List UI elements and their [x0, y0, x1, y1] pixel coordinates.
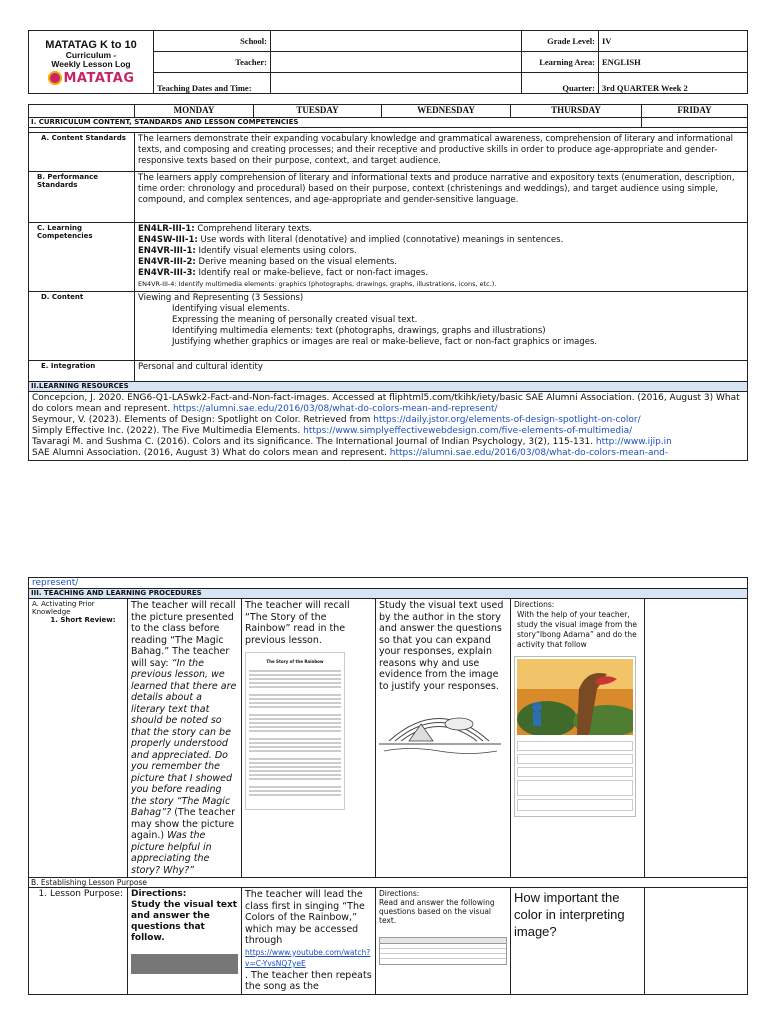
- youtube-link[interactable]: https://www.youtube.com/watch?v=C-YvsNQ7yeE: [245, 947, 371, 968]
- resource-item: Tavaragi M. and Sushma C. (2016). Colors and its significance. The International Journal of Indian Psychology, 3(2), 115-131. http://www.ijip.in: [32, 437, 672, 447]
- content-label: D. Content: [29, 292, 135, 361]
- activating-label: A. Activating Prior Knowledge: [32, 600, 95, 616]
- section-heading-1: I. CURRICULUM CONTENT, STANDARDS AND LESSON COMPETENCIES: [29, 118, 642, 128]
- wednesday-review: Study the visual text used by the author in the story and answer the questions so that you can expand your responses, explain reasons why and use evidence from the image to justify your responses.: [376, 599, 511, 878]
- quarter-value: 3rd QUARTER Week 2: [599, 73, 748, 94]
- area-label: Learning Area:: [522, 52, 599, 73]
- brand-subtitle-2: Weekly Lesson Log: [51, 58, 131, 69]
- brand-cell: [29, 31, 154, 94]
- friday-review: [645, 599, 748, 878]
- competency-item-small: EN4VR-III-4: Identify multimedia elements: graphics (photographs, drawings, graphs, illustrations, icons, etc.).: [138, 280, 497, 288]
- dates-label: Teaching Dates and Time:: [154, 73, 271, 94]
- brand-title: MATATAG K to 10: [45, 38, 137, 51]
- integration-text: Personal and cultural identity: [135, 361, 748, 382]
- activating-label-cell: [29, 599, 128, 878]
- school-label: School:: [154, 31, 271, 52]
- header-table: [28, 30, 748, 94]
- tuesday-purpose: The teacher will lead the class first in singing “The Colors of the Rainbow,” which may be accessed through https://www.youtube.com/watch?v=C-YvsNQ7yeE . The teacher then repeats the song as the: [242, 888, 376, 995]
- section-heading-3: III. TEACHING AND LEARNING PROCEDURES: [29, 589, 748, 599]
- resource-link[interactable]: https://daily.jstor.org/elements-of-design-spotlight-on-color/: [373, 415, 641, 425]
- friday-purpose: [645, 888, 748, 995]
- grade-value: IV: [599, 31, 748, 52]
- day-header-row: [29, 105, 748, 118]
- resource-link[interactable]: https://www.simplyeffectivewebdesign.com/five-elements-of-multimedia/: [303, 426, 633, 436]
- tuesday-review: The teacher will recall “The Story of the Rainbow” read in the previous lesson. The Story of the Rainbow: [242, 599, 376, 878]
- day-tuesday: TUESDAY: [254, 105, 382, 118]
- brand-subtitle-1: Curriculum -: [65, 49, 117, 60]
- visual-text-image: [131, 954, 238, 974]
- day-thursday: THURSDAY: [511, 105, 642, 118]
- monday-purpose: Directions: Study the visual text and answer the questions that follow.: [128, 888, 242, 995]
- competencies-list: [135, 223, 748, 292]
- content-standards-text: The learners demonstrate their expanding vocabulary knowledge and grammatical awareness, comprehension of literary and informational texts, and composing and creating processes; and their receptive and productive skills in order to produce age-appropriate and gender-responsive texts based on their purpose, context, and target audience.: [135, 133, 748, 172]
- day-monday: MONDAY: [135, 105, 254, 118]
- resource-item: SAE Alumni Association. (2016, August 3) What do colors mean and represent. https://alumni.sae.edu/2016/03/08/what-do-colors-mean-and-: [32, 448, 669, 458]
- rainbow-sketch-image: [379, 696, 501, 756]
- competencies-label: C. Learning Competencies: [29, 223, 135, 292]
- grade-label: Grade Level:: [522, 31, 599, 52]
- competency-item: EN4VR-III-2: Derive meaning based on the visual elements.: [138, 257, 398, 267]
- thursday-purpose: How important the color in interpreting image?: [511, 888, 645, 995]
- school-value[interactable]: [271, 31, 522, 52]
- lesson-purpose-label: 1. Lesson Purpose:: [29, 888, 128, 995]
- resource-link[interactable]: http://www.ijip.in: [595, 437, 672, 447]
- thursday-review: Directions: With the help of your teacher, study the visual image from the story“Ibong Adarna” and do the activity that follow: [511, 599, 645, 878]
- content-standards-label: A. Content Standards: [29, 133, 135, 172]
- questions-table-image: [379, 937, 507, 965]
- section-heading-2: II.LEARNING RESOURCES: [29, 382, 748, 392]
- teacher-value[interactable]: [271, 52, 522, 73]
- resource-item: Concepcion, J. 2020. ENG6-Q1-LASwk2-Fact-and-Non-fact-images. Accessed at fliphtml5.com/tkihk/iety/basic SAE Alumni Association. (2016, August 3) What do colors mean and represent. https://alumni.sae.edu/2016/03/08/what-do-colors-mean-and-represent/: [32, 393, 740, 414]
- area-value: ENGLISH: [599, 52, 748, 73]
- competency-item: EN4VR-III-1: Identify visual elements using colors.: [138, 246, 357, 256]
- story-page-thumbnail: The Story of the Rainbow: [245, 652, 345, 810]
- resource-item: Seymour, V. (2023). Elements of Design: Spotlight on Color. Retrieved from https://daily.jstor.org/elements-of-design-spotlight-on-color/: [32, 415, 641, 425]
- resource-item: Simply Effective Inc. (2022). The Five Multimedia Elements. https://www.simplyeffectivewebdesign.com/five-elements-of-multimedia/: [32, 426, 633, 436]
- lesson-log-table: [28, 104, 748, 461]
- procedures-table: [28, 577, 748, 995]
- performance-standards-label: B. Performance Standards: [29, 172, 135, 223]
- continued-link[interactable]: represent/: [32, 578, 79, 588]
- section-heading-b: B. Establishing Lesson Purpose: [29, 878, 748, 888]
- ibong-adarna-worksheet: [514, 656, 636, 817]
- ibong-adarna-image: [517, 659, 633, 735]
- monday-review: The teacher will recall the picture presented to the class before reading “The Magic Bahag.” The teacher will say: “In the previous lesson, we learned that there are details about a literary text that should be noted so that the story can be properly understood and appreciated. Do you remember the picture that I showed you before reading the story “The Magic Bahag”? (The teacher may show the picture again.) Was the picture helpful in appreciating the story? Why?”: [128, 599, 242, 878]
- competency-item: EN4VR-III-3: Identify real or make-believe, fact or non-fact images.: [138, 268, 429, 278]
- resource-link[interactable]: https://alumni.sae.edu/2016/03/08/what-do-colors-mean-and-represent/: [172, 404, 498, 414]
- competency-item: EN4SW-III-1: Use words with literal (denotative) and implied (connotative) meanings in sentences.: [138, 235, 564, 245]
- resources-list: [29, 392, 748, 461]
- day-friday: FRIDAY: [642, 105, 748, 118]
- logo-text: MATATAG: [63, 70, 135, 86]
- deped-seal-icon: [48, 71, 62, 85]
- day-wednesday: WEDNESDAY: [382, 105, 511, 118]
- teacher-label: Teacher:: [154, 52, 271, 73]
- dates-value[interactable]: [271, 73, 522, 94]
- matatag-logo: [32, 71, 150, 86]
- quarter-label: Quarter:: [522, 73, 599, 94]
- integration-label: E. Integration: [29, 361, 135, 382]
- content-list: Viewing and Representing (3 Sessions) Identifying visual elements. Expressing the meaning of personally created visual text. Identifying multimedia elements: text (photographs, drawings, graphs and illustrations) Justifying whether graphics or images are real or make-believe, fact or non-fact graphics or images.: [135, 292, 748, 361]
- competency-item: EN4LR-III-1: Comprehend literary texts.: [138, 224, 312, 234]
- resource-link[interactable]: https://alumni.sae.edu/2016/03/08/what-do-colors-mean-and-: [389, 448, 669, 458]
- performance-standards-text: The learners apply comprehension of literary and informational texts and produce narrative and expository texts (enumeration, description, time order: chronology and procedural) based on their purpose, context (christenings and weddings), and target audience using simple, compound, and complex sentences, and age-appropriate and gender-sensitive language.: [135, 172, 748, 223]
- short-review-label: 1. Short Review:: [50, 616, 116, 624]
- wednesday-purpose: Directions: Read and answer the following questions based on the visual text.: [376, 888, 511, 995]
